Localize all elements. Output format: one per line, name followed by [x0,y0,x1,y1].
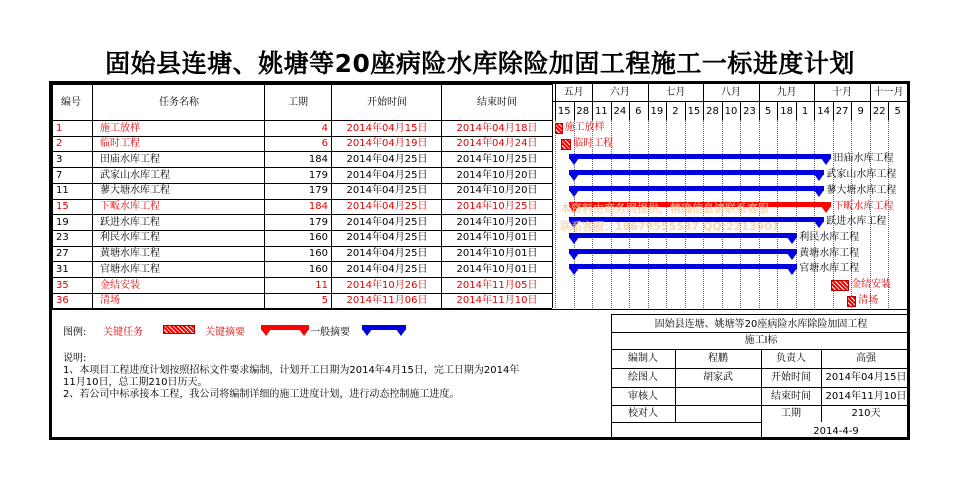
legend-critical-summary-swatch [261,325,309,336]
info-start-label: 开始时间 [771,372,811,383]
info-line [611,332,908,333]
day-label: 9 [857,106,864,117]
day-divider [833,101,834,120]
day-label: 6 [635,106,642,117]
gantt-bar-start-cap [569,268,579,275]
gantt-bar-start-cap [569,253,579,260]
day-label: 14 [817,106,830,117]
row-duration: 179 [308,185,328,197]
row-start: 2014年04月25日 [346,185,428,197]
day-label: 28 [576,106,590,117]
gantt-bar-start-cap [569,158,579,165]
day-divider [629,101,630,120]
gantt-bar-end-cap [814,190,824,197]
row-end: 2014年10月01日 [456,248,538,260]
day-divider [851,101,852,120]
grid-dot-line [555,120,556,308]
info-end: 2014年11月10日 [825,391,907,402]
row-end: 2014年11月05日 [456,279,538,291]
gantt-bar-label: 下畈水库工程 [833,200,894,212]
row-name: 跃进水库工程 [100,216,160,228]
gantt-bar-end-cap [814,221,824,228]
page-title: 固始县连塘、姚塘等20座病险水库除险加固工程施工一标进度计划 [105,49,855,78]
day-label: 28 [706,106,719,117]
day-label: 18 [780,106,793,117]
grid-dot-line [796,120,797,308]
info-line [611,314,908,315]
row-start: 2014年04月25日 [346,216,428,228]
day-label: 27 [835,106,849,117]
gantt-bar-label: 施工放样 [564,122,605,133]
info-project: 固始县连塘、姚塘等20座病险水库除险加固工程 [654,319,868,330]
row-end: 2014年10月20日 [456,216,538,228]
info-line [611,387,908,388]
month-divider [759,84,760,101]
day-divider [814,101,815,120]
row-name: 官塘水库工程 [100,263,160,275]
info-end-label: 结束时间 [771,391,811,402]
info-manager: 高强 [856,353,876,364]
gantt-critical-task-bar [831,280,849,291]
row-no: 36 [56,295,69,307]
row-start: 2014年10月26日 [346,279,428,291]
day-divider [759,101,760,120]
info-line [611,314,612,438]
row-duration: 5 [321,295,328,307]
row-no: 7 [56,169,63,181]
row-no: 23 [56,232,69,244]
day-divider [796,101,797,120]
col-line [331,84,332,308]
month-divider [648,84,649,101]
info-manager-label: 负责人 [776,353,806,364]
day-label: 1 [801,106,809,117]
day-label: 10 [724,106,738,117]
timescale-mid-line [552,101,907,102]
gantt-bar-label: 官塘水库工程 [799,263,860,275]
row-duration: 6 [321,138,328,150]
row-start: 2014年11月06日 [346,295,428,307]
row-duration: 11 [315,279,328,291]
month-label: 六月 [609,87,630,98]
table-bottom-line [52,309,908,310]
info-line [611,368,908,369]
header-start: 开始时间 [367,97,407,108]
col-line [52,84,53,308]
row-start: 2014年04月25日 [346,201,428,212]
gantt-right-line [907,84,908,308]
row-no: 1 [56,122,63,134]
row-no: 2 [56,138,63,150]
gantt-bar-start-cap [569,190,579,197]
row-name: 金结安装 [100,279,140,291]
legend-critical-summary-label: 关键摘要 [205,327,245,338]
row-duration: 184 [308,153,328,165]
watermark-line-1: 本资料由商务网提供，精确信息请联系客服 [560,202,769,215]
legend-prefix: 图例: [63,327,87,338]
header-no: 编号 [61,97,81,108]
month-label: 十月 [832,87,853,98]
gantt-summary-bar [569,154,831,159]
row-end: 2014年10月01日 [456,232,538,244]
info-duration: 210天 [851,408,881,419]
notes-line-2: 11月10日，总工期210日历天。 [63,377,208,388]
info-checker-label: 校对人 [628,408,658,419]
info-reviewer-label: 审核人 [628,391,658,402]
row-name: 黄塘水库工程 [100,248,160,260]
gantt-summary-bar [569,186,824,191]
row-end: 2014年04月24日 [456,138,538,150]
info-start: 2014年04月15日 [825,372,907,383]
day-label: 19 [650,106,664,117]
row-end: 2014年10月25日 [456,153,538,165]
day-divider [648,101,649,120]
day-divider [555,101,556,120]
day-divider [592,101,593,120]
header-name: 任务名称 [159,97,199,108]
day-divider [777,101,778,120]
gantt-bar-label: 清场 [858,294,879,306]
day-label: 5 [764,106,772,117]
info-drawer: 胡家武 [703,372,733,383]
row-duration: 4 [321,122,328,134]
info-drawer-label: 绘图人 [628,372,658,383]
info-line [761,349,762,438]
row-no: 11 [56,185,69,197]
row-no: 35 [56,279,69,291]
row-duration: 179 [308,169,328,181]
day-label: 22 [872,106,886,117]
day-divider [703,101,704,120]
day-divider [574,101,575,120]
watermark-line-2: 联系客服：18679555537 QQ:2213901 [560,220,780,233]
day-divider [666,101,667,120]
table-top-line [52,84,552,85]
notes-line-1: 1、本项目工程进度计划按照招标文件要求编制，计划开工日期为2014年4月15日，完工日期为2014年 [63,365,520,376]
gantt-bar-label: 金结安装 [851,279,892,290]
row-end: 2014年10月25日 [456,201,538,212]
row-no: 31 [56,263,69,275]
day-label: 24 [613,106,627,117]
month-label: 九月 [776,87,797,98]
row-name: 田庙水库工程 [100,153,160,165]
row-end: 2014年10月01日 [456,263,538,275]
row-name: 蓼大塘水库工程 [100,185,170,197]
header-duration: 工期 [288,97,308,108]
gantt-bar-end-cap [814,174,824,181]
info-line [611,349,908,350]
grid-dot-line [777,120,778,308]
legend-general-summary-swatch [362,325,406,336]
row-start: 2014年04月25日 [346,263,428,275]
notes-heading: 说明: [63,353,87,364]
row-start: 2014年04月25日 [346,169,428,181]
row-name: 利民水库工程 [100,232,160,244]
row-start: 2014年04月25日 [346,153,428,165]
gantt-critical-task-bar [555,123,563,134]
gantt-bar-label: 蓼大塘水库工程 [826,184,897,196]
month-divider [703,84,704,101]
info-editor-label: 编制人 [628,353,658,364]
row-no: 27 [56,248,69,260]
header-end: 结束时间 [477,97,517,108]
notes-line-3: 2、若公司中标承接本工程，我公司将编制详细的施工进度计划，进行动态控制施工进度。 [63,389,460,400]
row-duration: 160 [308,232,328,244]
month-divider [555,84,556,101]
row-duration: 160 [308,263,328,275]
day-divider [611,101,612,120]
info-editor: 程鹏 [708,353,728,364]
month-label: 十一月 [873,87,904,98]
month-divider [814,84,815,101]
day-divider [740,101,741,120]
legend-critical-task-label: 关键任务 [103,327,143,338]
gantt-summary-bar [569,170,824,175]
info-line [611,422,761,423]
row-end: 2014年10月20日 [456,185,538,197]
info-duration-label: 工期 [781,408,801,419]
row-start: 2014年04月25日 [346,232,428,244]
col-line [552,84,553,308]
row-start: 2014年04月19日 [346,138,428,150]
day-divider [722,101,723,120]
gantt-critical-task-bar [561,139,572,150]
day-label: 11 [594,106,608,117]
gantt-bar-end-cap [821,206,831,213]
gantt-bar-end-cap [787,253,797,260]
day-divider [870,101,871,120]
col-line [92,84,93,308]
month-label: 五月 [563,87,584,98]
gantt-bar-start-cap [569,174,579,181]
day-label: 23 [743,106,756,117]
gantt-bar-label: 利民水库工程 [799,231,860,243]
row-no: 3 [56,153,63,165]
row-name: 下畈水库工程 [100,201,160,212]
gantt-bar-label: 武家山水库工程 [826,169,897,181]
row-name: 武家山水库工程 [100,169,170,181]
info-line [821,349,822,422]
row-name: 临时工程 [100,138,140,150]
info-line [611,405,908,406]
gantt-bar-label: 田庙水库工程 [833,153,894,165]
gantt-bar-start-cap [569,237,579,244]
gantt-bar-end-cap [787,237,797,244]
day-divider [888,101,889,120]
day-divider [685,101,686,120]
row-end: 2014年11月10日 [456,295,538,307]
row-end: 2014年10月20日 [456,169,538,181]
info-section: 施工Ⅰ标 [744,335,778,346]
day-label: 15 [687,106,701,117]
legend-critical-task-swatch [163,325,195,334]
col-line [264,84,265,308]
gantt-bar-end-cap [787,268,797,275]
gantt-bar-label: 黄塘水库工程 [799,247,860,259]
legend-general-summary-label: 一般摘要 [310,327,350,338]
month-divider [870,84,871,101]
gantt-bar-end-cap [821,158,831,165]
grid-dot-line [814,120,815,308]
info-line [675,349,676,422]
gantt-bar-label: 跃进水库工程 [826,216,887,228]
month-divider [592,84,593,101]
day-label: 15 [557,106,571,117]
row-no: 15 [56,201,69,212]
gantt-critical-task-bar [847,296,856,307]
col-line [441,84,442,308]
day-label: 5 [894,106,901,117]
row-start: 2014年04月25日 [346,248,428,260]
gantt-summary-bar [569,264,797,269]
month-label: 七月 [665,87,686,98]
row-duration: 179 [308,216,328,228]
row-duration: 160 [308,248,328,260]
row-name: 清场 [100,295,120,307]
gantt-bar-label: 临时工程 [573,137,614,149]
info-date: 2014-4-9 [813,426,859,437]
row-name: 施工放样 [100,122,140,134]
row-start: 2014年04月15日 [346,122,428,134]
gantt-summary-bar [569,249,797,254]
row-duration: 184 [308,201,328,212]
day-label: 2 [672,106,679,117]
month-label: 八月 [720,87,741,98]
row-end: 2014年04月18日 [456,122,538,134]
row-no: 19 [56,216,69,228]
